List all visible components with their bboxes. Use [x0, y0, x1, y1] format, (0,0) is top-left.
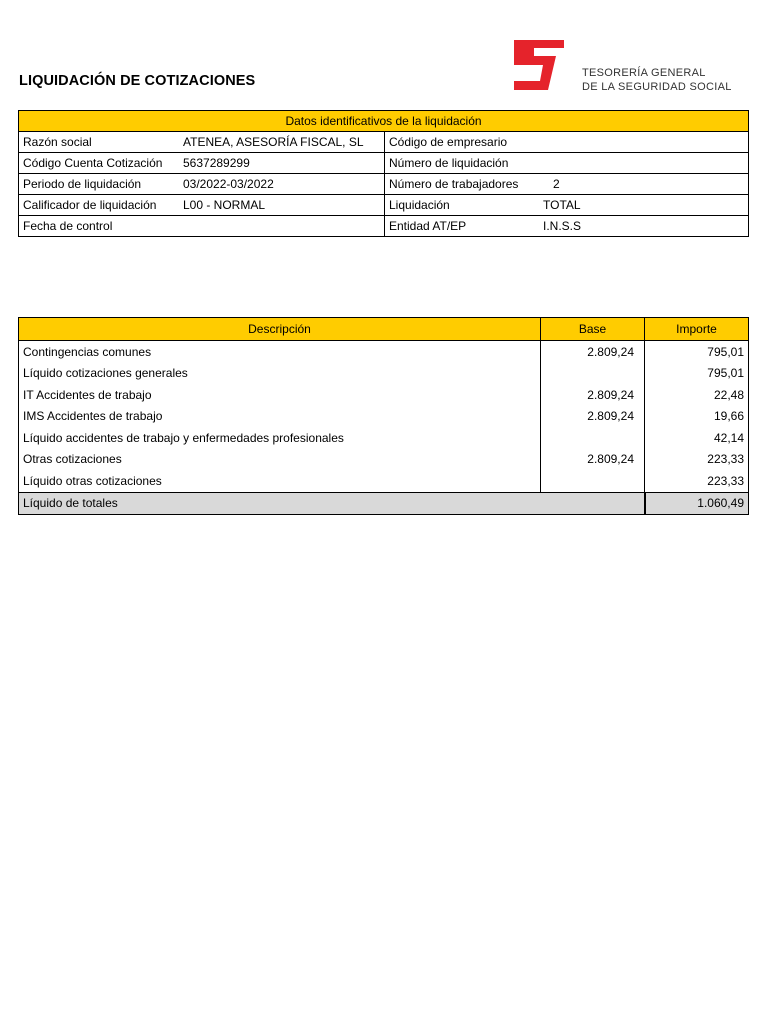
identification-header: Datos identificativos de la liquidación [19, 111, 749, 132]
table-row [19, 384, 748, 406]
row-description: IT Accidentes de trabajo [19, 384, 541, 406]
field-label: Calificador de liquidación [19, 195, 180, 216]
column-header-importe: Importe [676, 322, 717, 336]
logo-line-2: DE LA SEGURIDAD SOCIAL [582, 81, 732, 93]
row-description: Contingencias comunes [19, 341, 541, 363]
row-base: 2.809,24 [541, 449, 645, 471]
row-description: Líquido cotizaciones generales [19, 363, 541, 385]
field-label: Fecha de control [19, 216, 180, 237]
identification-table [18, 110, 749, 237]
liquidation-table [18, 317, 749, 515]
row-importe: 223,33 [707, 473, 744, 488]
row-importe: 19,66 [713, 409, 744, 424]
column-header-description: Descripción [19, 318, 541, 340]
row-base [541, 470, 645, 492]
field-value: 2 [543, 174, 749, 195]
field-label: Número de liquidación [385, 153, 544, 174]
table-row [19, 132, 749, 153]
field-value: 03/2022-03/2022 [179, 174, 385, 195]
table-row [19, 470, 748, 492]
field-value [179, 216, 385, 237]
table-row [19, 363, 748, 385]
row-importe: 795,01 [707, 366, 744, 381]
table-row [19, 195, 749, 216]
field-label: Número de trabajadores [385, 174, 544, 195]
field-label: Periodo de liquidación [19, 174, 180, 195]
row-importe: 22,48 [713, 387, 744, 402]
table-row [19, 406, 748, 428]
column-header-base: Base [541, 318, 645, 340]
row-description: Líquido accidentes de trabajo y enfermedades profesionales [19, 427, 541, 449]
table-row [19, 341, 748, 363]
field-value: L00 - NORMAL [179, 195, 385, 216]
logo-line-1: TESORERÍA GENERAL [582, 67, 706, 79]
table-row [19, 427, 748, 449]
field-value [543, 132, 749, 153]
row-importe: 223,33 [707, 452, 744, 467]
table-row [19, 216, 749, 237]
total-value: 1.060,49 [645, 493, 748, 515]
field-label: Código de empresario [385, 132, 544, 153]
field-label: Entidad AT/EP [385, 216, 544, 237]
liquidation-header-row [19, 318, 748, 341]
row-base [541, 427, 645, 449]
row-base: 2.809,24 [541, 341, 645, 363]
field-value: ATENEA, ASESORÍA FISCAL, SL [179, 132, 385, 153]
field-value: 5637289299 [179, 153, 385, 174]
field-value [543, 153, 749, 174]
total-label: Líquido de totales [19, 493, 645, 515]
table-row [19, 174, 749, 195]
row-base: 2.809,24 [541, 384, 645, 406]
field-value: TOTAL [543, 195, 749, 216]
field-label: Liquidación [385, 195, 544, 216]
page-title: LIQUIDACIÓN DE COTIZACIONES [19, 73, 256, 89]
row-description: Líquido otras cotizaciones [19, 470, 541, 492]
field-label: Razón social [19, 132, 180, 153]
total-row [19, 492, 748, 515]
row-base [541, 363, 645, 385]
table-row [19, 153, 749, 174]
row-importe: 795,01 [707, 344, 744, 359]
field-value: I.N.S.S [543, 216, 749, 237]
row-base: 2.809,24 [541, 406, 645, 428]
row-importe: 42,14 [713, 430, 744, 445]
row-description: Otras cotizaciones [19, 449, 541, 471]
row-description: IMS Accidentes de trabajo [19, 406, 541, 428]
field-label: Código Cuenta Cotización [19, 153, 180, 174]
table-row [19, 449, 748, 471]
